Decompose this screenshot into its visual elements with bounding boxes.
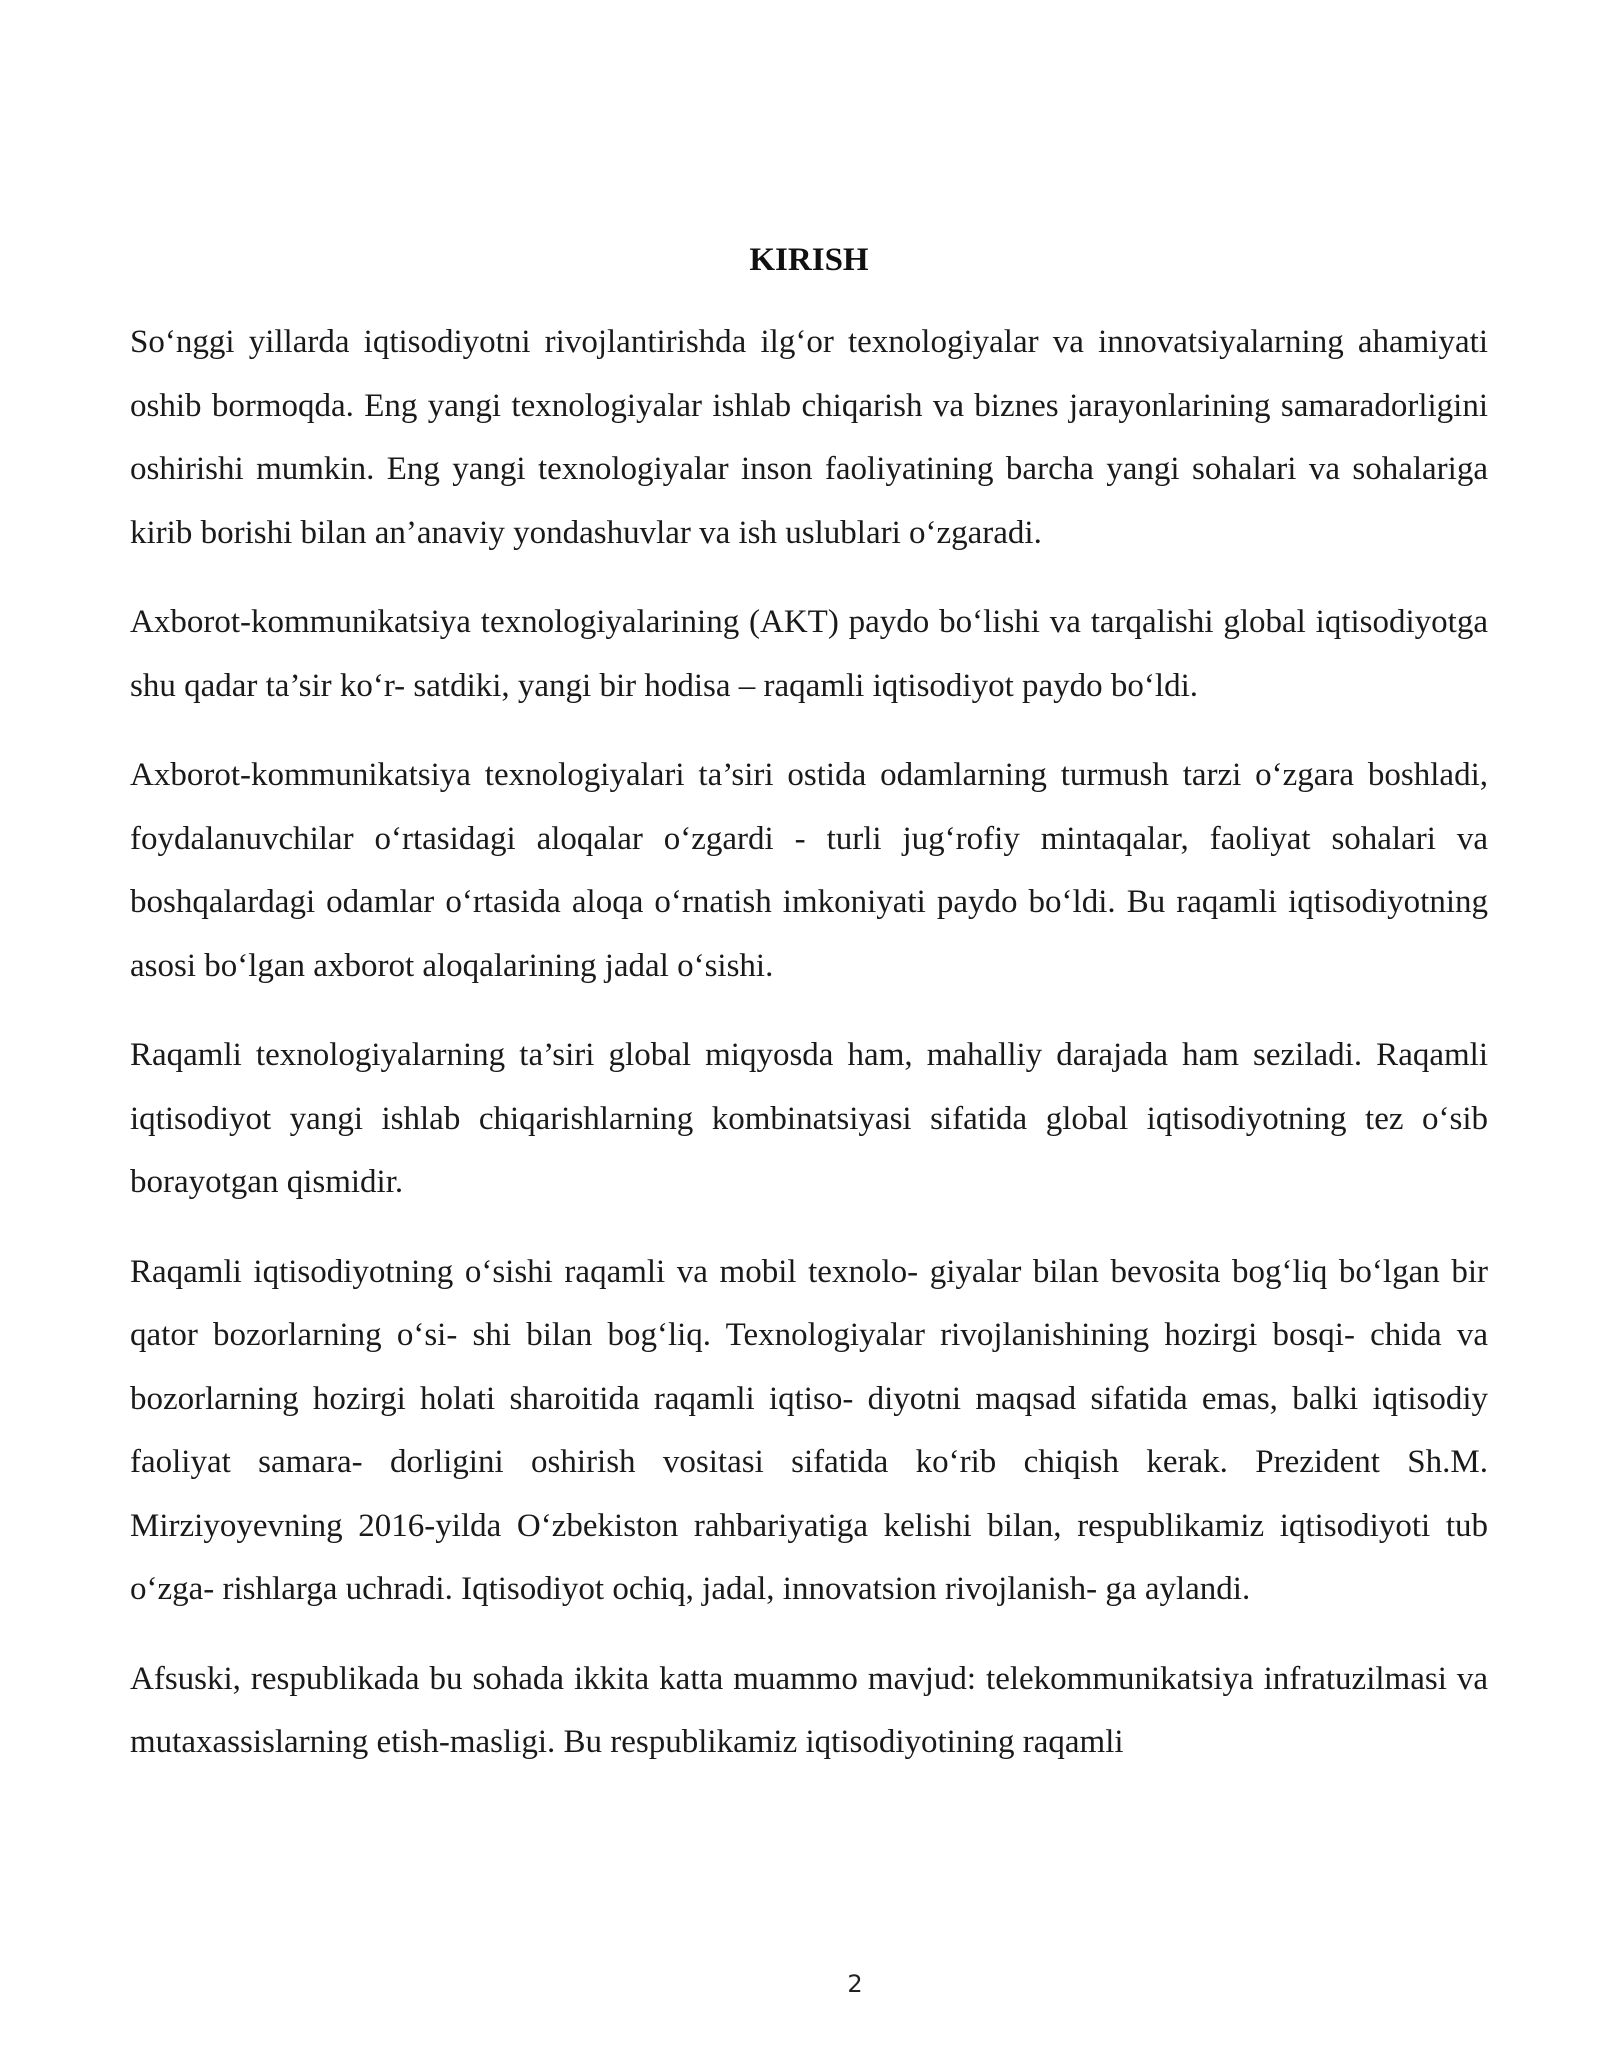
page-number: 2 bbox=[847, 1970, 863, 1998]
document-body bbox=[130, 235, 1488, 1801]
paragraph-5: Raqamli iqtisodiyotning o‘sishi raqamli va mobil texnolo- giyalar bilan bevosita bog‘liq bo‘lgan bir qator bozorlarning o‘si- shi bilan bog‘liq. Texnologiyalar rivojlanishining hozirgi bosqi- chida va bozorlarning hozirgi holati sharoitida raqamli iqtiso- diyotni maqsad sifatida emas, balki iqtisodiy faoliyat samara- dorligini oshirish vositasi sifatida ko‘rib chiqish kerak. Prezident Sh.M. Mirziyoyevning 2016-yilda O‘zbekiston rahbariyatiga kelishi bilan, respublikamiz iqtisodiyoti tub o‘zga- rishlarga uchradi. Iqtisodiyot ochiq, jadal, innovatsion rivojlanish- ga aylandi. bbox=[130, 1253, 1488, 1607]
paragraph-2: Axborot-kommunikatsiya texnologiyalarining (AKT) paydo bo‘lishi va tarqalishi global iqtisodiyotga shu qadar ta’sir ko‘r- satdiki, yangi bir hodisa – raqamli iqtisodiyot paydo bo‘ldi. bbox=[130, 604, 1488, 704]
section-heading: KIRISH bbox=[749, 242, 869, 278]
paragraph-1: So‘nggi yillarda iqtisodiyotni rivojlantirishda ilg‘or texnologiyalar va innovatsiyalarning ahamiyati oshib bormoqda. Eng yangi texnologiyalar ishlab chiqarish va biznes jarayonlarining samaradorligini oshirishi mumkin. Eng yangi texnologiyalar inson faoliyatining barcha yangi sohalari va sohalariga kirib borishi bilan an’anaviy yondashuvlar va ish uslublari o‘zgaradi. bbox=[130, 324, 1488, 551]
paragraph-6: Afsuski, respublikada bu sohada ikkita katta muammo mavjud: telekommunikatsiya infratuzilmasi va mutaxassislarning etish-masligi. Bu respublikamiz iqtisodiyotining raqamli bbox=[130, 1660, 1488, 1760]
paragraph-3: Axborot-kommunikatsiya texnologiyalari ta’siri ostida odamlarning turmush tarzi o‘zgara boshladi, foydalanuvchilar o‘rtasidagi aloqalar o‘zgardi - turli jug‘rofiy mintaqalar, faoliyat sohalari va boshqalardagi odamlar o‘rtasida aloqa o‘rnatish imkoniyati paydo bo‘ldi. Bu raqamli iqtisodiyotning asosi bo‘lgan axborot aloqalarining jadal o‘sishi. bbox=[130, 757, 1488, 984]
paragraph-4: Raqamli texnologiyalarning ta’siri global miqyosda ham, mahalliy darajada ham seziladi. Raqamli iqtisodiyot yangi ishlab chiqarishlarning kombinatsiyasi sifatida global iqtisodiyotning tez o‘sib borayotgan qismidir. bbox=[130, 1037, 1488, 1200]
